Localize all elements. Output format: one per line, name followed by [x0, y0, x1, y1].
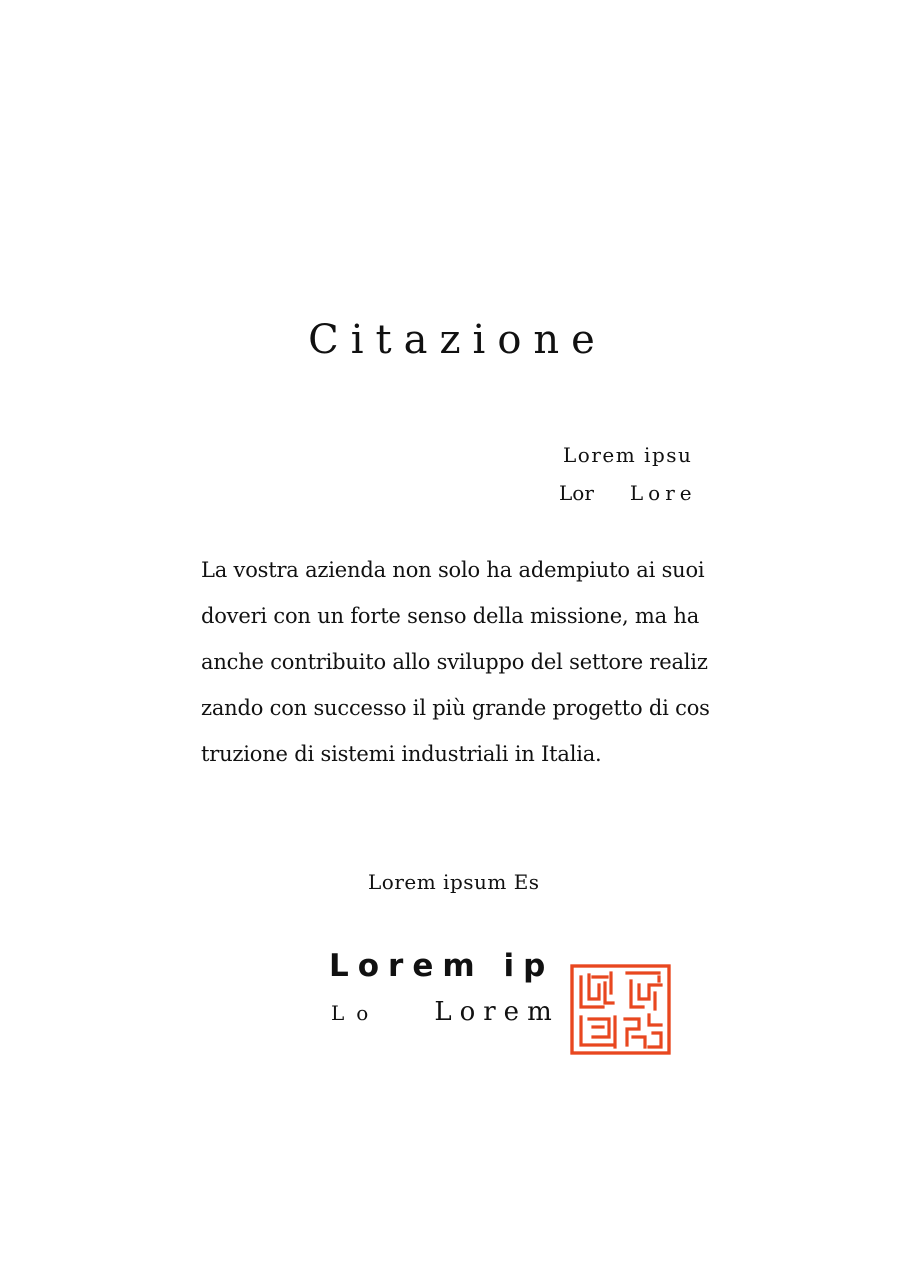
- red-seal-stamp-icon: [569, 963, 672, 1056]
- signature-name: Lorem ip: [329, 948, 555, 984]
- signature-title: [331, 994, 560, 1031]
- citation-body: La vostra azienda non solo ha adempiuto ai suoi doveri con un forte senso della missione, ma ha anche contribuito allo sviluppo del settore realizzando con successo il più grande progetto di costruzione di sistemi industriali in Italia.: [201, 558, 710, 766]
- recipient-line-2-left: Lor: [559, 481, 594, 505]
- signature-title-left: Lo: [331, 1001, 381, 1025]
- recipient-block: [559, 436, 697, 512]
- recipient-line-2-right: Lore: [629, 481, 697, 505]
- recipient-line-2: [559, 474, 697, 512]
- closing-line: Lorem ipsum Es: [368, 870, 540, 894]
- recipient-line-1: Lorem ipsu: [563, 443, 693, 467]
- signature-title-right: Lorem: [434, 997, 560, 1027]
- document-title: Citazione: [308, 317, 607, 363]
